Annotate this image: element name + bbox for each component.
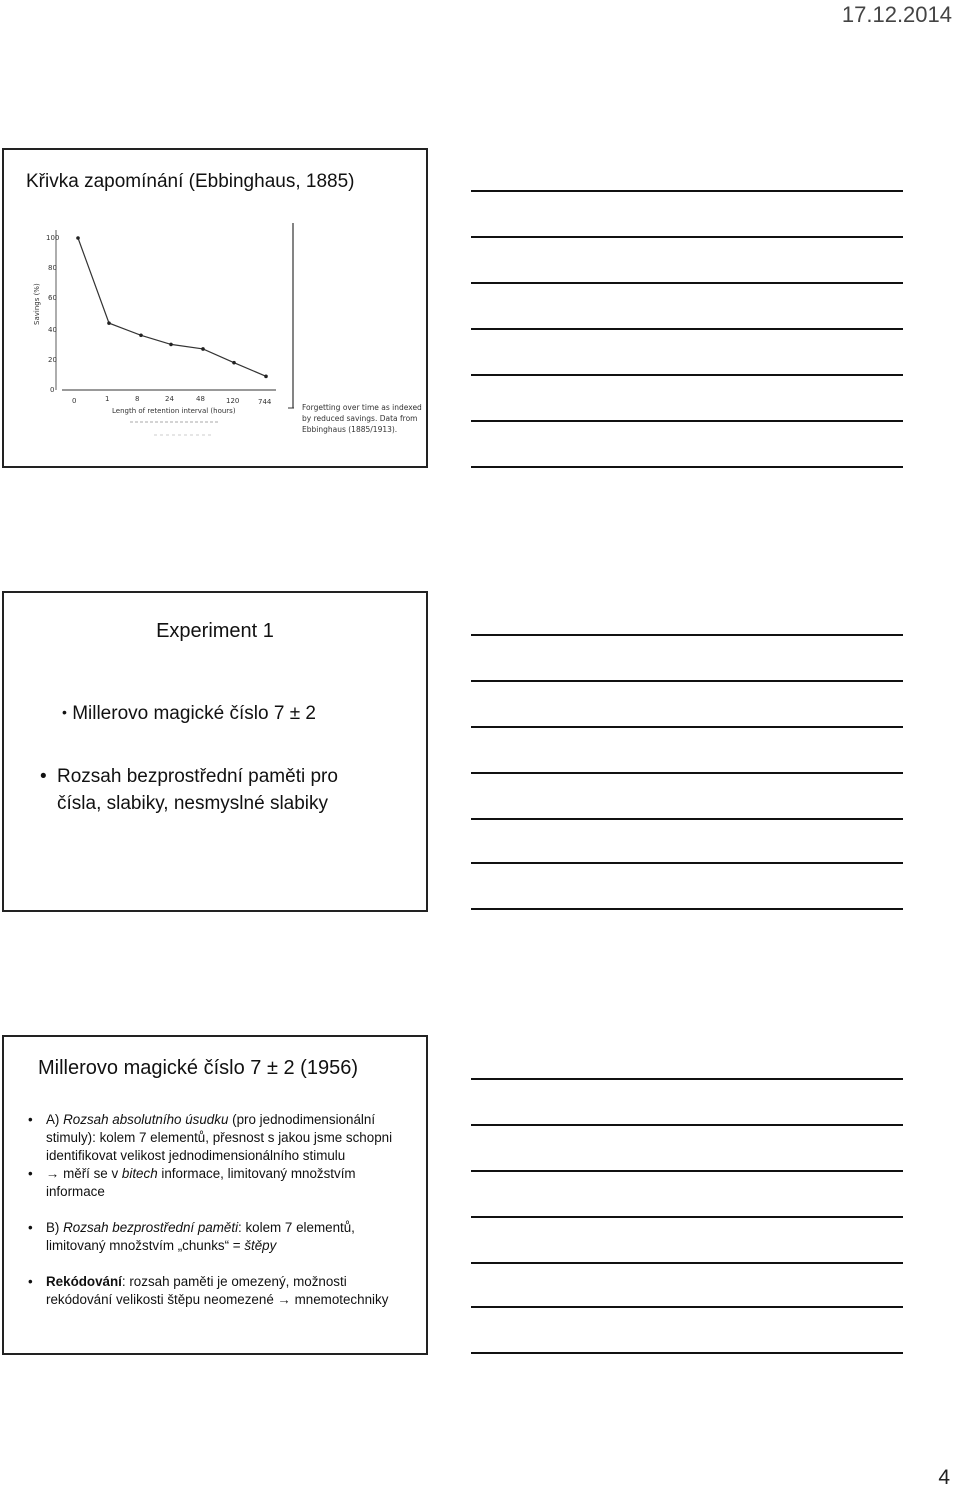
note-line	[471, 1216, 903, 1218]
y-tick: 60	[48, 294, 57, 302]
bullet-item-measure	[28, 1165, 428, 1201]
bullet-dot-icon: •	[28, 1166, 33, 1181]
curve-point	[169, 343, 173, 347]
note-line	[471, 190, 903, 192]
figure-caption-line: by reduced savings. Data from	[302, 414, 418, 423]
note-line	[471, 328, 903, 330]
bullet-item-a	[28, 1111, 428, 1165]
bullet-dot-icon: •	[40, 766, 47, 787]
curve-point	[264, 375, 268, 379]
note-line	[471, 1124, 903, 1126]
note-line	[471, 1352, 903, 1354]
curve-line	[78, 238, 266, 376]
x-tick: 1	[105, 395, 110, 403]
item-prefix: A)	[46, 1112, 64, 1127]
bullet-dot-icon: •	[28, 1220, 33, 1235]
item-text: informace	[46, 1184, 105, 1199]
note-line	[471, 466, 903, 468]
y-axis-label: Savings (%)	[33, 283, 41, 325]
note-line	[471, 634, 903, 636]
bullet-text-line: čísla, slabiky, nesmyslné slabiky	[57, 793, 329, 814]
item-prefix: B)	[46, 1220, 64, 1235]
note-line	[471, 818, 903, 820]
note-line	[471, 1078, 903, 1080]
note-line	[471, 726, 903, 728]
bullet-item-b	[28, 1219, 428, 1255]
item-text: mnemotechniky	[290, 1292, 389, 1307]
curve-point	[76, 236, 80, 240]
slide-title: Millerovo magické číslo 7 ± 2 (1956)	[38, 1057, 358, 1079]
bullet-dot-icon: •	[28, 1274, 33, 1289]
x-tick: 48	[196, 395, 205, 403]
slide-title: Experiment 1	[156, 620, 274, 642]
x-tick: 8	[135, 395, 140, 403]
note-line	[471, 236, 903, 238]
curve-point	[232, 361, 236, 365]
item-text: stimuly): kolem 7 elementů, přesnost s jakou jsme schopni	[46, 1130, 393, 1145]
figure-caption-line: Ebbinghaus (1885/1913).	[302, 425, 398, 434]
item-text: rekódování velikosti štěpu neomezené	[46, 1292, 278, 1307]
page-number: 4	[938, 1466, 950, 1489]
bullet-item-recoding	[28, 1273, 428, 1309]
slide-title: Křivka zapomínání (Ebbinghaus, 1885)	[26, 171, 355, 192]
item-text: informace, limitovaný množstvím	[157, 1166, 356, 1181]
item-text: identifikovat velikost jednodimensionálního stimulu	[46, 1148, 346, 1163]
curve-point	[107, 321, 111, 325]
arrow-right-icon: →	[46, 1166, 60, 1181]
forgetting-curve-figure	[4, 150, 426, 466]
forgetting-curve	[76, 236, 268, 378]
note-line	[471, 1306, 903, 1308]
note-line	[471, 374, 903, 376]
y-tick: 40	[48, 326, 57, 334]
note-line	[471, 282, 903, 284]
item-text: limitovaný množstvím „chunks“ =	[46, 1238, 245, 1253]
note-line	[471, 420, 903, 422]
note-line	[471, 908, 903, 910]
slide-ebbinghaus	[2, 148, 428, 468]
x-tick: 120	[226, 397, 240, 405]
figure-caption-line: Forgetting over time as indexed	[302, 403, 422, 412]
y-tick: 100	[46, 234, 60, 242]
x-axis-label: Length of retention interval (hours)	[112, 407, 236, 415]
slide-miller-1956	[2, 1035, 428, 1355]
x-tick: 744	[258, 398, 272, 406]
term-short-term-memory: Rozsah bezprostřední paměti	[63, 1220, 239, 1235]
note-line	[471, 1170, 903, 1172]
print-date: 17.12.2014	[841, 2, 952, 27]
note-line	[471, 862, 903, 864]
x-tick: 24	[165, 395, 174, 403]
bullet-dot-icon: •	[28, 1112, 33, 1127]
y-tick: 0	[50, 386, 55, 394]
slide-experiment-1	[2, 591, 428, 912]
item-text: (pro jednodimensionální	[228, 1112, 376, 1127]
term-absolute-judgment: Rozsah absolutního úsudku	[63, 1112, 229, 1127]
item-text: : rozsah paměti je omezený, možnosti	[121, 1274, 347, 1289]
y-tick: 20	[48, 356, 57, 364]
item-text: : kolem 7 elementů,	[238, 1220, 355, 1235]
bullet-dot-icon: •	[62, 704, 67, 720]
note-line	[471, 680, 903, 682]
note-line	[471, 1262, 903, 1264]
bullet-text: Millerovo magické číslo 7 ± 2	[72, 703, 316, 724]
bullet-text-line: Rozsah bezprostřední paměti pro	[57, 766, 338, 787]
curve-point	[139, 333, 143, 337]
item-text: měří se v	[59, 1166, 122, 1181]
curve-point	[201, 347, 205, 351]
bullet-item	[62, 703, 316, 725]
bullet-list	[28, 1111, 428, 1309]
note-line	[471, 772, 903, 774]
x-tick: 0	[72, 397, 77, 405]
y-tick-labels	[46, 234, 59, 394]
term-chunks: štěpy	[244, 1238, 277, 1253]
bullet-item	[40, 763, 338, 817]
term-bits: bitech	[121, 1166, 158, 1181]
arrow-right-icon: →	[277, 1292, 291, 1307]
term-recoding: Rekódování	[46, 1274, 122, 1289]
y-tick: 80	[48, 264, 57, 272]
